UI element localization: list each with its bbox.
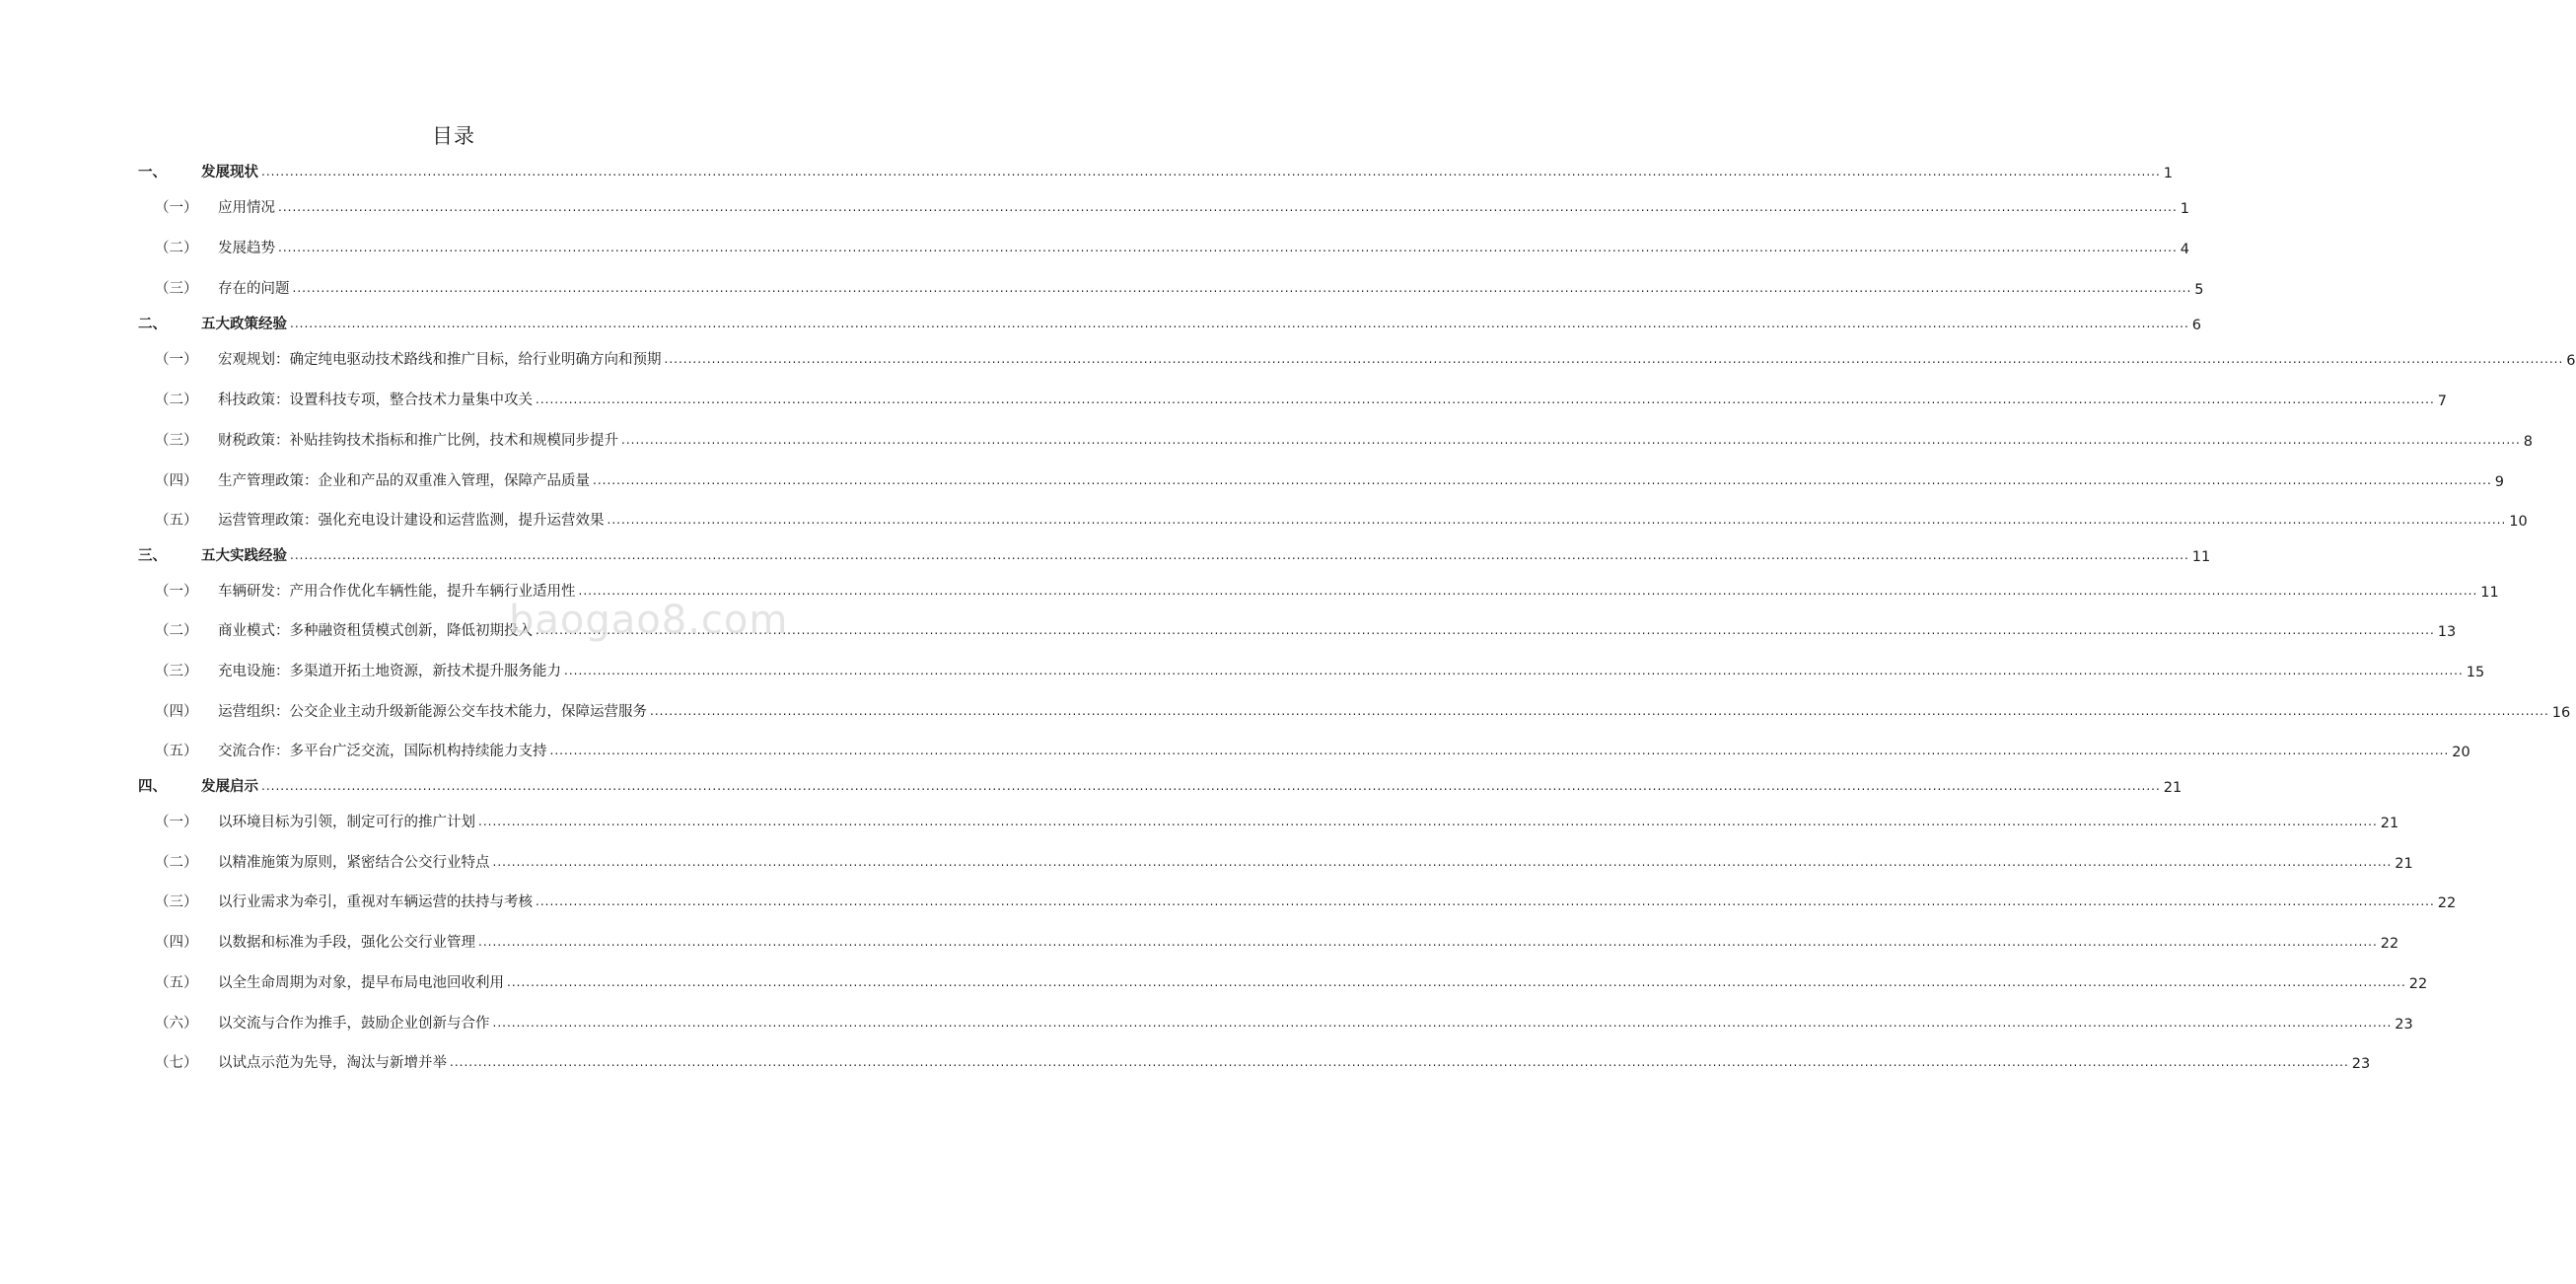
- toc-entry[interactable]: [0, 774, 2182, 796]
- toc-entry-title: 以全生命周期为对象，提早布局电池回收利用: [218, 975, 504, 991]
- toc-entry-page-number: 20: [2452, 745, 2470, 760]
- toc-entry-page-number: 5: [2194, 282, 2204, 298]
- toc-leader-dots: ................................................................................................................................................................................................................................................................................................................................................................................................................: [549, 744, 2450, 757]
- toc-entry-title: 以行业需求为牵引，重视对车辆运营的扶持与考核: [218, 894, 533, 910]
- toc-entry-body: [218, 811, 2399, 831]
- toc-leader-dots: ................................................................................................................................................................................................................................................................................................................................................................................................................: [607, 513, 2507, 527]
- toc-leader-dots: ................................................................................................................................................................................................................................................................................................................................................................................................................: [507, 975, 2406, 989]
- toc-entry-page-number: 6: [2191, 318, 2202, 333]
- toc-entry-number: （三）: [155, 664, 198, 679]
- toc-entry-number: （四）: [155, 935, 198, 951]
- toc-entry-body: [218, 237, 2190, 257]
- toc-entry-number: （三）: [155, 281, 198, 297]
- toc-entry-number: 二、: [138, 317, 167, 332]
- toc-entry-title: 存在的问题: [218, 281, 290, 297]
- toc-entry[interactable]: [0, 1050, 2371, 1072]
- toc-leader-dots: ................................................................................................................................................................................................................................................................................................................................................................................................................: [278, 200, 2178, 214]
- toc-entry-page-number: 13: [2437, 624, 2457, 640]
- toc-entry-body: [218, 891, 2457, 911]
- toc-entry-title: 发展趋势: [218, 241, 275, 256]
- toc-entry[interactable]: [0, 970, 2428, 992]
- toc-entry-title: 以数据和标准为手段，强化公交行业管理: [218, 935, 475, 951]
- toc-entry-body: [218, 931, 2399, 952]
- toc-leader-dots: ................................................................................................................................................................................................................................................................................................................................................................................................................: [564, 664, 2464, 678]
- toc-entry-page-number: 8: [2523, 434, 2534, 450]
- toc-entry-title: 以精准施策为原则，紧密结合公交行业特点: [218, 855, 490, 871]
- toc-entry[interactable]: [0, 659, 2485, 680]
- toc-entry-title: 以环境目标为引领，制定可行的推广计划: [218, 815, 475, 830]
- toc-leader-dots: ................................................................................................................................................................................................................................................................................................................................................................................................................: [478, 815, 2378, 828]
- toc-entry[interactable]: [0, 428, 2534, 450]
- toc-leader-dots: ................................................................................................................................................................................................................................................................................................................................................................................................................: [492, 1016, 2393, 1030]
- toc-entry-page-number: 1: [2163, 166, 2174, 181]
- toc-entry-title: 以试点示范为先导，淘汰与新增并举: [218, 1055, 447, 1071]
- toc-entry-number: （四）: [155, 473, 198, 489]
- toc-entry-page-number: 9: [2494, 474, 2505, 490]
- toc-entry[interactable]: [0, 1011, 2413, 1033]
- toc-entry[interactable]: [0, 312, 2202, 333]
- toc-entry-page-number: 11: [2480, 585, 2499, 601]
- toc-entry-body: [218, 851, 2413, 872]
- toc-entry-body: [218, 660, 2485, 680]
- toc-entry-title: 科技政策：设置科技专项，整合技术力量集中攻关: [218, 392, 533, 408]
- toc-entry-body: [218, 277, 2204, 298]
- toc-entry-page-number: 16: [2551, 705, 2571, 721]
- toc-entry-page-number: 7: [2437, 393, 2448, 409]
- toc-entry-number: （一）: [155, 815, 198, 830]
- toc-leader-dots: ................................................................................................................................................................................................................................................................................................................................................................................................................: [578, 584, 2478, 598]
- toc-leader-dots: ................................................................................................................................................................................................................................................................................................................................................................................................................: [536, 894, 2435, 908]
- toc-entry-body: [218, 740, 2470, 760]
- toc-entry-page-number: 1: [2180, 201, 2190, 217]
- toc-entry-page-number: 22: [2437, 895, 2457, 911]
- toc-entry-title: 充电设施：多渠道开拓土地资源，新技术提升服务能力: [218, 664, 561, 679]
- toc-entry-body: [218, 700, 2571, 721]
- toc-entry-page-number: 11: [2191, 549, 2211, 565]
- toc-leader-dots: ................................................................................................................................................................................................................................................................................................................................................................................................................: [292, 281, 2192, 295]
- toc-entry-title: 发展启示: [201, 779, 258, 795]
- toc-entry-body: [218, 348, 2576, 369]
- toc-entry[interactable]: [0, 508, 2528, 530]
- toc-entry-title: 五大政策经验: [201, 317, 287, 332]
- toc-entry-number: （四）: [155, 704, 198, 720]
- toc-entry-number: 四、: [138, 779, 167, 795]
- toc-entry-number: （六）: [155, 1016, 198, 1032]
- toc-entry-title: 车辆研发：产用合作优化车辆性能，提升车辆行业适用性: [218, 584, 576, 600]
- toc-entry-page-number: 15: [2466, 665, 2485, 680]
- toc-entry-page-number: 23: [2351, 1056, 2371, 1072]
- toc-entry-page-number: 22: [2380, 936, 2399, 952]
- toc-leader-dots: ................................................................................................................................................................................................................................................................................................................................................................................................................: [650, 704, 2549, 718]
- toc-entry-number: （三）: [155, 894, 198, 910]
- toc-leader-dots: ................................................................................................................................................................................................................................................................................................................................................................................................................: [290, 548, 2189, 562]
- toc-entry-number: （五）: [155, 975, 198, 991]
- toc-entry[interactable]: [0, 890, 2457, 911]
- toc-entry-title: 宏观规划：确定纯电驱动技术路线和推广目标，给行业明确方向和预期: [218, 352, 662, 368]
- toc-entry[interactable]: [0, 347, 2576, 369]
- toc-entry-number: 三、: [138, 548, 167, 564]
- toc-entry-body: [218, 509, 2528, 530]
- toc-entry-number: （七）: [155, 1055, 198, 1071]
- toc-leader-dots: ................................................................................................................................................................................................................................................................................................................................................................................................................: [536, 623, 2435, 637]
- toc-entry-number: （二）: [155, 623, 198, 639]
- toc-entry-number: 一、: [138, 165, 167, 180]
- toc-entry-body: [201, 161, 2174, 181]
- toc-entry-page-number: 4: [2180, 242, 2190, 257]
- toc-leader-dots: ................................................................................................................................................................................................................................................................................................................................................................................................................: [278, 241, 2178, 254]
- toc-entry-body: [201, 775, 2182, 796]
- toc-entry[interactable]: [0, 543, 2211, 565]
- page-title: 目录: [432, 124, 475, 148]
- toc-leader-dots: ................................................................................................................................................................................................................................................................................................................................................................................................................: [492, 855, 2393, 869]
- toc-leader-dots: ................................................................................................................................................................................................................................................................................................................................................................................................................: [478, 935, 2378, 949]
- toc-leader-dots: ................................................................................................................................................................................................................................................................................................................................................................................................................: [261, 779, 2161, 793]
- toc-entry-body: [218, 1051, 2371, 1072]
- toc-entry-title: 交流合作：多平台广泛交流，国际机构持续能力支持: [218, 744, 547, 759]
- toc-entry[interactable]: [0, 236, 2190, 257]
- toc-entry-number: （二）: [155, 241, 198, 256]
- toc-leader-dots: ................................................................................................................................................................................................................................................................................................................................................................................................................: [664, 352, 2564, 366]
- toc-entry-title: 以交流与合作为推手，鼓励企业创新与合作: [218, 1016, 490, 1032]
- toc-entry[interactable]: [0, 699, 2571, 721]
- toc-leader-dots: ................................................................................................................................................................................................................................................................................................................................................................................................................: [450, 1055, 2349, 1069]
- toc-entry-page-number: 21: [2380, 816, 2399, 831]
- toc-leader-dots: ................................................................................................................................................................................................................................................................................................................................................................................................................: [536, 392, 2435, 406]
- toc-entry-page-number: 23: [2395, 1017, 2413, 1033]
- toc-entry-number: （一）: [155, 200, 198, 216]
- toc-entry[interactable]: [0, 388, 2448, 409]
- toc-entry-title: 运营组织：公交企业主动升级新能源公交车技术能力，保障运营服务: [218, 704, 647, 720]
- toc-entry[interactable]: [0, 850, 2413, 872]
- toc-entry[interactable]: [0, 468, 2505, 490]
- toc-entry[interactable]: [0, 195, 2190, 217]
- toc-entry-title: 发展现状: [201, 165, 258, 180]
- toc-entry[interactable]: [0, 810, 2399, 831]
- toc-entry-page-number: 10: [2509, 514, 2528, 530]
- toc-entry-number: （二）: [155, 392, 198, 408]
- toc-entry-body: [218, 1012, 2413, 1033]
- toc-entry[interactable]: [0, 739, 2470, 760]
- toc-entry-title: 生产管理政策：企业和产品的双重准入管理，保障产品质量: [218, 473, 590, 489]
- toc-entry[interactable]: [0, 276, 2204, 298]
- toc-entry-title: 五大实践经验: [201, 548, 287, 564]
- toc-entry-title: 商业模式：多种融资租赁模式创新，降低初期投入: [218, 623, 533, 639]
- toc-entry-body: [218, 971, 2428, 992]
- toc-entry-number: （二）: [155, 855, 198, 871]
- toc-entry-number: （一）: [155, 584, 198, 600]
- toc-entry-page-number: 21: [2395, 856, 2413, 872]
- toc-entry-body: [218, 429, 2534, 450]
- toc-entry-body: [201, 544, 2211, 565]
- toc-entry[interactable]: [0, 160, 2174, 181]
- toc-entry-number: （五）: [155, 744, 198, 759]
- watermark: baogao8.com: [509, 598, 789, 643]
- toc-entry-number: （三）: [155, 433, 198, 449]
- toc-leader-dots: ................................................................................................................................................................................................................................................................................................................................................................................................................: [593, 473, 2492, 487]
- toc-entry-body: [218, 389, 2448, 409]
- toc-entry-number: （五）: [155, 513, 198, 529]
- toc-entry-page-number: 6: [2566, 353, 2576, 369]
- toc-entry[interactable]: [0, 930, 2399, 952]
- toc-entry-body: [201, 313, 2202, 333]
- toc-entry-title: 运营管理政策：强化充电设计建设和运营监测，提升运营效果: [218, 513, 605, 529]
- toc-entry-number: （一）: [155, 352, 198, 368]
- toc-entry-page-number: 22: [2408, 976, 2428, 992]
- toc-entry-body: [218, 196, 2190, 217]
- toc-entry-body: [218, 469, 2505, 490]
- toc-entry-page-number: 21: [2163, 780, 2182, 796]
- toc-leader-dots: ................................................................................................................................................................................................................................................................................................................................................................................................................: [621, 433, 2521, 447]
- toc-entry-title: 应用情况: [218, 200, 275, 216]
- toc-entry-title: 财税政策：补贴挂钩技术指标和推广比例，技术和规模同步提升: [218, 433, 618, 449]
- toc-leader-dots: ................................................................................................................................................................................................................................................................................................................................................................................................................: [290, 317, 2189, 330]
- toc-leader-dots: ................................................................................................................................................................................................................................................................................................................................................................................................................: [261, 165, 2161, 178]
